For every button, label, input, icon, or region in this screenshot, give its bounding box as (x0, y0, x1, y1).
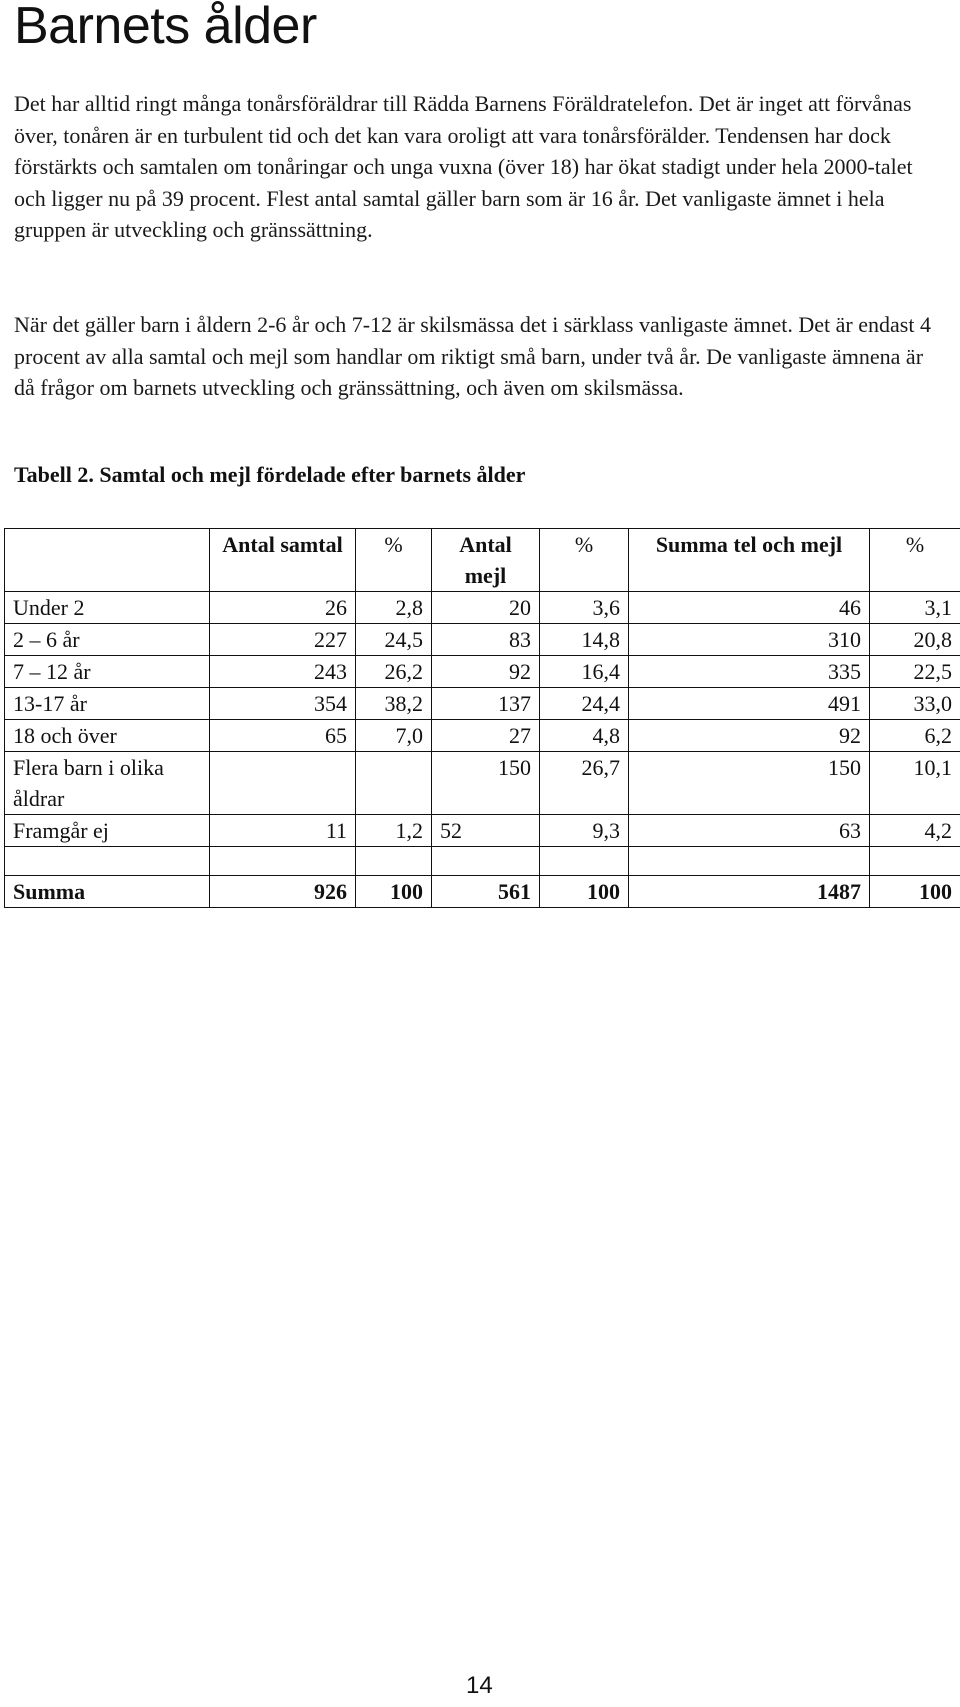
total-samtal-percent: 100 (356, 876, 432, 908)
total-summa-percent: 100 (870, 876, 960, 908)
intro-paragraph: Det har alltid ringt många tonårsföräldrar till Rädda Barnens Föräldratelefon. Det är inget att förvånas över, tonåren är en turbulent tid och det kan vara oroligt att vara tonårsförälder. Tendensen har dock förstärkts och samtalen om tonåringar och unga vuxna (över 18) har ökat stadigt under hela 2000-talet och ligger nu på 39 procent. Flest antal samtal gäller barn som är 16 år. Det vanligaste ämnet i hela gruppen är utveckling och gränssättning. (14, 91, 913, 242)
table-row (5, 592, 960, 624)
cell-mejl-percent: 4,8 (540, 720, 629, 752)
cell-summa: 46 (629, 592, 870, 624)
cell-antal-samtal: 11 (210, 815, 356, 847)
page-title: Barnets ålder (14, 0, 317, 55)
cell-samtal-percent: 1,2 (356, 815, 432, 847)
cell-antal-mejl: 92 (432, 656, 540, 688)
cell-antal-mejl: 52 (432, 815, 540, 847)
table-caption: Tabell 2. Samtal och mejl fördelade efter barnets ålder (14, 462, 526, 487)
row-label: 2 – 6 år (5, 624, 210, 656)
table-row (5, 624, 960, 656)
cell-summa-percent: 33,0 (870, 688, 960, 720)
cell-mejl-percent: 9,3 (540, 815, 629, 847)
total-antal-mejl: 561 (432, 876, 540, 908)
header-antal-samtal: Antal samtal (210, 529, 356, 592)
cell-samtal-percent: 24,5 (356, 624, 432, 656)
header-summa-percent: % (870, 529, 960, 592)
cell-summa-percent: 20,8 (870, 624, 960, 656)
table-row (5, 656, 960, 688)
table-row (5, 720, 960, 752)
cell-antal-samtal: 26 (210, 592, 356, 624)
cell-antal-mejl: 150 (432, 752, 540, 815)
row-label: 7 – 12 år (5, 656, 210, 688)
cell-antal-mejl: 20 (432, 592, 540, 624)
cell-summa: 310 (629, 624, 870, 656)
row-label: Flera barn i olika åldrar (5, 752, 210, 815)
cell-samtal-percent: 2,8 (356, 592, 432, 624)
table-row (5, 752, 960, 815)
row-label: Under 2 (5, 592, 210, 624)
cell-summa-percent: 3,1 (870, 592, 960, 624)
table-total-row (5, 876, 960, 908)
cell-antal-samtal (210, 752, 356, 815)
second-paragraph: När det gäller barn i åldern 2-6 år och 7-12 är skilsmässa det i särklass vanligaste ämnet. Det är endast 4 procent av alla samtal och mejl som handlar om riktigt små barn, under två år. De vanligaste ämnena är då frågor om barnets utveckling och gränssättning, och även om skilsmässa. (14, 312, 931, 400)
cell-summa: 63 (629, 815, 870, 847)
cell-summa: 150 (629, 752, 870, 815)
cell-antal-mejl: 27 (432, 720, 540, 752)
cell-samtal-percent: 38,2 (356, 688, 432, 720)
cell-summa: 92 (629, 720, 870, 752)
cell-antal-samtal: 65 (210, 720, 356, 752)
row-label: 13-17 år (5, 688, 210, 720)
header-antal-mejl: Antal mejl (432, 529, 540, 592)
cell-mejl-percent: 3,6 (540, 592, 629, 624)
cell-summa-percent: 4,2 (870, 815, 960, 847)
cell-summa-percent: 10,1 (870, 752, 960, 815)
table-row (5, 688, 960, 720)
table-header-row (5, 529, 960, 592)
page-number: 14 (466, 1672, 493, 1699)
cell-summa: 491 (629, 688, 870, 720)
cell-antal-mejl: 137 (432, 688, 540, 720)
table-spacer-row (5, 847, 960, 876)
cell-samtal-percent: 26,2 (356, 656, 432, 688)
cell-samtal-percent: 7,0 (356, 720, 432, 752)
total-summa: 1487 (629, 876, 870, 908)
total-antal-samtal: 926 (210, 876, 356, 908)
header-category (5, 529, 210, 592)
cell-antal-samtal: 243 (210, 656, 356, 688)
header-mejl-percent: % (540, 529, 629, 592)
cell-mejl-percent: 16,4 (540, 656, 629, 688)
total-label: Summa (5, 876, 210, 908)
cell-samtal-percent (356, 752, 432, 815)
cell-mejl-percent: 14,8 (540, 624, 629, 656)
cell-summa: 335 (629, 656, 870, 688)
cell-summa-percent: 22,5 (870, 656, 960, 688)
table-row (5, 815, 960, 847)
row-label: 18 och över (5, 720, 210, 752)
cell-summa-percent: 6,2 (870, 720, 960, 752)
header-samtal-percent: % (356, 529, 432, 592)
row-label: Framgår ej (5, 815, 210, 847)
cell-mejl-percent: 26,7 (540, 752, 629, 815)
cell-mejl-percent: 24,4 (540, 688, 629, 720)
age-distribution-table (4, 528, 960, 908)
header-summa: Summa tel och mejl (629, 529, 870, 592)
total-mejl-percent: 100 (540, 876, 629, 908)
cell-antal-samtal: 227 (210, 624, 356, 656)
cell-antal-mejl: 83 (432, 624, 540, 656)
cell-antal-samtal: 354 (210, 688, 356, 720)
